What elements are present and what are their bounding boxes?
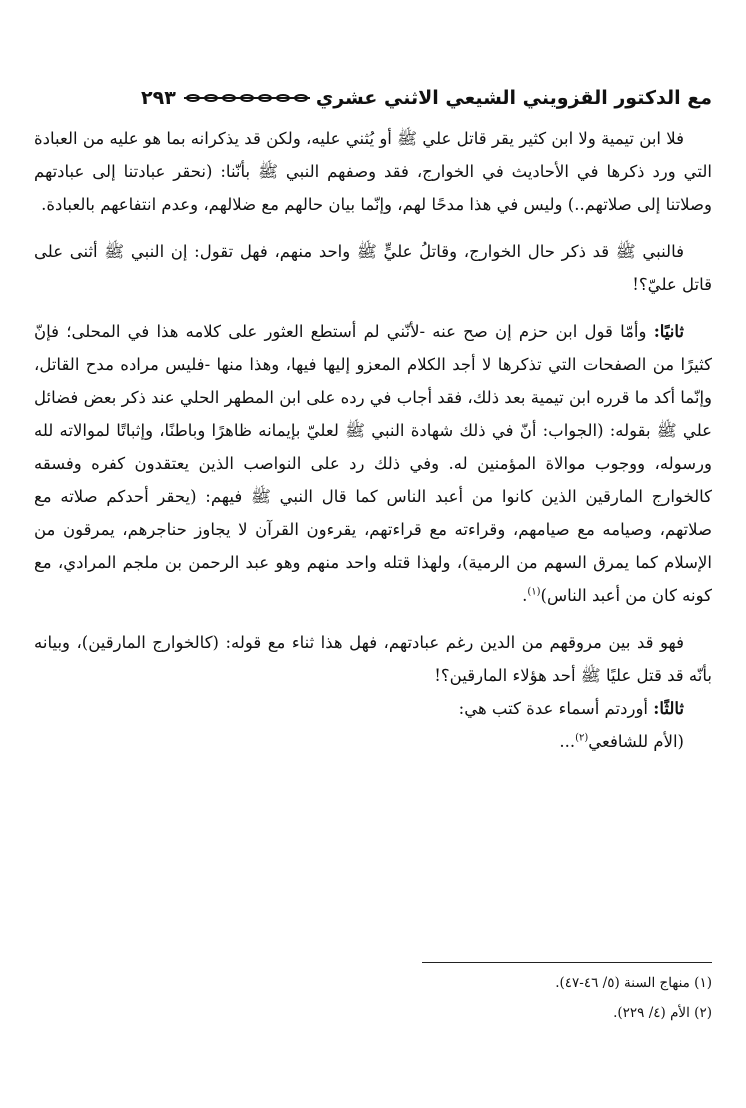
- paragraph-4: [34, 626, 712, 692]
- header-title: مع الدكتور القزويني الشيعي الاثني عشري: [315, 87, 712, 109]
- footnote-ref: (٢): [575, 732, 589, 744]
- ornament-link-icon: [292, 92, 310, 104]
- paragraph-2: [34, 235, 712, 301]
- section-lead: ثانيًا:: [653, 322, 684, 341]
- page-number: ٢٩٣: [141, 87, 176, 109]
- body-text: [34, 122, 712, 772]
- footnote-2: (٢) الأم (٤/ ٢٢٩).: [613, 1005, 712, 1021]
- footnote-divider: [422, 962, 712, 963]
- header-ornament-icon: [184, 92, 310, 104]
- paragraph-1: [34, 122, 712, 221]
- paragraph-text: فهو قد بين مروقهم من الدين رغم عبادتهم، فهل هذا ثناء مع قوله: (كالخوارج المارقين)، وبيانه بأنّه قد قتل عليًا ﷺ أحد هؤلاء المارقين؟!: [34, 633, 712, 685]
- footnote-ref: (١): [527, 586, 541, 598]
- paragraph-text: فلا ابن تيمية ولا ابن كثير يقر قاتل علي ﷺ أو يُثني عليه، ولكن قد يذكرانه بما هو عليه من العبادة التي ورد ذكرها في الأحاديث في الخوارج، فقد وصفهم النبي ﷺ بأنّنا: (نحقر عبادتنا إلى عبادتهم وصلاتنا إلى صلاتهم..) وليس في هذا مدحًا لهم، وإنّما بيان حالهم مع ضلالهم، وعدم انتفاعهم بالعبادة.: [34, 129, 712, 214]
- ornament-link-icon: [184, 92, 202, 104]
- section-lead: ثالثًا:: [653, 699, 684, 718]
- ornament-link-icon: [202, 92, 220, 104]
- paragraph-text: فالنبي ﷺ قد ذكر حال الخوارج، وقاتلُ عليٍّ ﷺ واحد منهم، فهل تقول: إن النبي ﷺ أثنى على قاتل عليّ؟!: [34, 242, 712, 294]
- running-header: [34, 82, 712, 114]
- footnotes: [34, 968, 712, 1028]
- footnote-1: (١) منهاج السنة (٥/ ٤٦-٤٧).: [555, 975, 712, 991]
- ornament-link-icon: [220, 92, 238, 104]
- book-title-text: (الأم للشافعي: [588, 732, 684, 751]
- book-title-tail: ...: [559, 732, 576, 751]
- paragraph-3: [34, 315, 712, 612]
- ornament-link-icon: [274, 92, 292, 104]
- book-title-line: [34, 725, 712, 758]
- paragraph-text: أوردتم أسماء عدة كتب هي:: [458, 699, 654, 718]
- paragraph-tail: .: [522, 586, 528, 605]
- ornament-link-icon: [238, 92, 256, 104]
- paragraph-5: [34, 692, 712, 725]
- paragraph-text: وأمّا قول ابن حزم إن صح عنه -لأنّني لم أستطع العثور على كلامه هذا في المحلى؛ فإنّ كثيرًا من الصفحات التي تذكرها لا أجد الكلام المعزو إليها فيها، وهذا منها -فليس مراده مدح القاتل، وإنّما أكد ما قرره ابن تيمية بعد ذلك، فقد أجاب في رده على ابن المطهر الحلي عند ذكر بعض فضائل علي ﷺ بقوله: (الجواب: أنّ في ذلك شهادة النبي ﷺ لعليّ بإيمانه ظاهرًا وباطنًا، وإثباتًا لموالاته لله ورسوله، ووجوب موالاة المؤمنين له. وفي ذلك رد على النواصب الذين يعتقدون كفره وفسقه كالخوارج المارقين الذين كانوا من أعبد الناس كما قال النبي ﷺ فيهم: (يحقر أحدكم صلاته مع صلاتهم، وصيامه مع صيامهم، وقراءته مع قراءتهم، يقرءون القرآن لا يجاوز حناجرهم، يمرقون من الإسلام كما يمرق السهم من الرمية)، ولهذا قتله واحد منهم وهو عبد الرحمن بن ملجم المرادي، مع كونه كان من أعبد الناس): [34, 322, 712, 605]
- ornament-link-icon: [256, 92, 274, 104]
